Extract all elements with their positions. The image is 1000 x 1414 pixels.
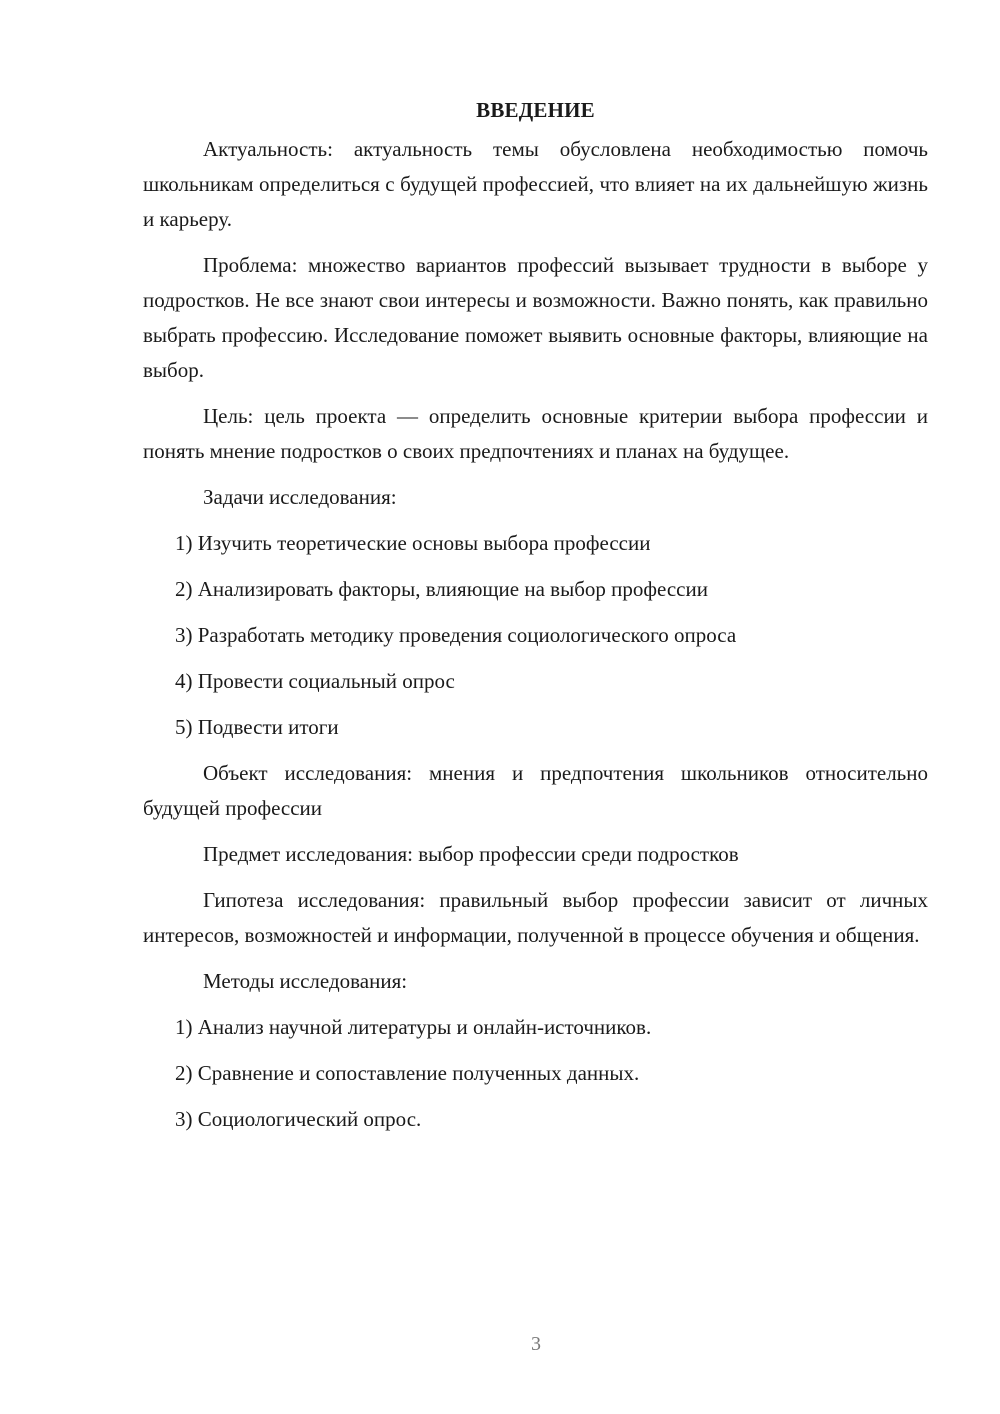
problem-paragraph: Проблема: множество вариантов профессий вызывает трудности в выборе у подростков. Не все знают свои интересы и возможности. Важно понять, как правильно выбрать профессию. Исследование поможет выявить основные факторы, влияющие на выбор.: [143, 253, 928, 382]
page-title: ВВЕДЕНИЕ: [476, 98, 595, 122]
task-item-3: 3) Разработать методику проведения социологического опроса: [175, 623, 737, 647]
method-item-3: 3) Социологический опрос.: [175, 1107, 422, 1131]
subject-paragraph: Предмет исследования: выбор профессии среди подростков: [203, 842, 739, 866]
task-item-5: 5) Подвести итоги: [175, 715, 339, 739]
method-item-2: 2) Сравнение и сопоставление полученных данных.: [175, 1061, 640, 1085]
object-paragraph: Объект исследования: мнения и предпочтения школьников относительно будущей профессии: [143, 761, 928, 820]
task-item-2: 2) Анализировать факторы, влияющие на выбор профессии: [175, 577, 708, 601]
page-number: 3: [531, 1333, 541, 1355]
method-item-1: 1) Анализ научной литературы и онлайн-источников.: [175, 1015, 652, 1039]
tasks-heading: Задачи исследования:: [203, 485, 397, 509]
goal-paragraph: Цель: цель проекта — определить основные критерии выбора профессии и понять мнение подростков о своих предпочтениях и планах на будущее.: [143, 404, 928, 463]
methods-heading: Методы исследования:: [203, 969, 408, 993]
page-content: [143, 93, 928, 1148]
relevance-paragraph: Актуальность: актуальность темы обусловлена необходимостью помочь школьникам определиться с будущей профессией, что влияет на их дальнейшую жизнь и карьеру.: [143, 137, 928, 231]
task-item-4: 4) Провести социальный опрос: [175, 669, 455, 693]
hypothesis-paragraph: Гипотеза исследования: правильный выбор профессии зависит от личных интересов, возможностей и информации, полученной в процессе обучения и общения.: [143, 888, 928, 947]
task-item-1: 1) Изучить теоретические основы выбора профессии: [175, 531, 651, 555]
